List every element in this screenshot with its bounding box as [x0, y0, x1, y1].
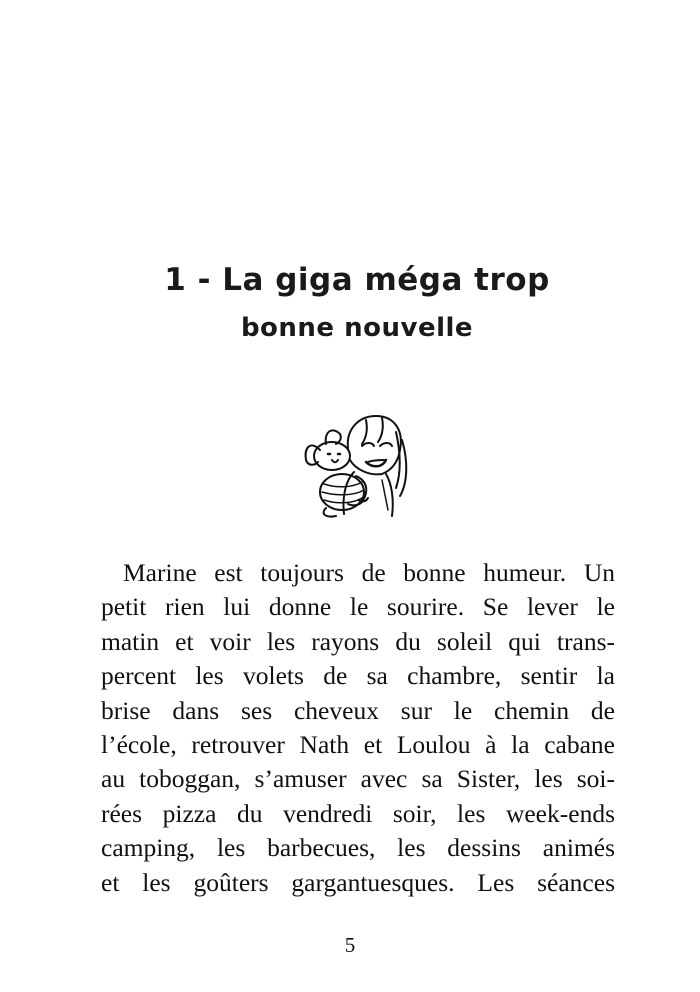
text-line: matin et voir les rayons du soleil qui trans-: [101, 626, 615, 656]
chapter-body-text: [101, 556, 615, 900]
text-line: au toboggan, s’amuser avec sa Sister, les soi-: [101, 764, 615, 794]
chapter-title-line-2: bonne nouvelle: [240, 313, 474, 343]
text-line: camping, les barbecues, les dessins animés: [101, 833, 615, 863]
text-line: petit rien lui donne le sourire. Se lever le: [101, 592, 615, 622]
chapter-title-line-1: 1 - La giga méga trop: [164, 262, 550, 298]
text-line: percent les volets de sa chambre, sentir la: [101, 661, 615, 691]
text-line: brise dans ses cheveux sur le chemin de: [101, 695, 615, 725]
page-number: 5: [344, 933, 356, 957]
text-line: l’école, retrouver Nath et Loulou à la cabane: [101, 730, 615, 760]
girl-hugging-rabbit-illustration: [296, 410, 416, 522]
chapter-title: [0, 258, 700, 348]
text-line: rées pizza du vendredi soir, les week-ends: [101, 798, 615, 828]
text-line: et les goûters gargantuesques. Les séances: [101, 867, 615, 897]
text-line: Marine est toujours de bonne humeur. Un: [123, 558, 615, 587]
